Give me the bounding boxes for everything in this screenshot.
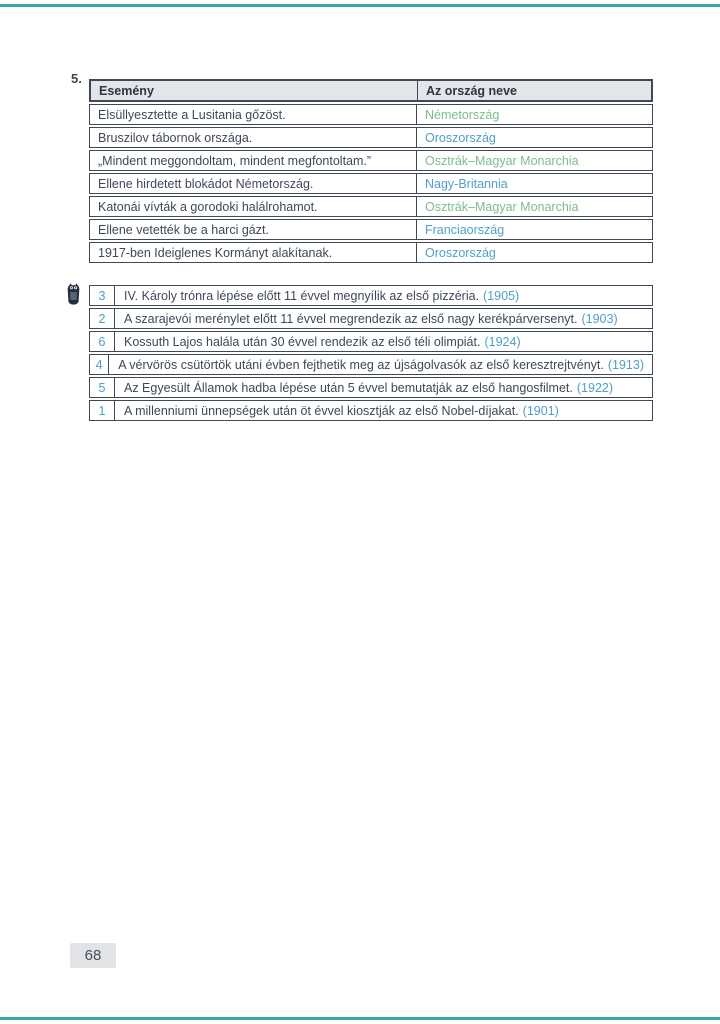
chronology-table (89, 285, 653, 423)
top-accent-rule (0, 4, 720, 7)
event-cell: Bruszilov tábornok országa. (90, 128, 417, 147)
sentence-cell: IV. Károly trónra lépése előtt 11 évvel megnyílik az első pizzéria. (1905) (124, 288, 520, 303)
table-row (89, 196, 653, 217)
events-table-body (89, 104, 653, 263)
column-header-country: Az ország neve (426, 83, 518, 98)
table-row (89, 127, 653, 148)
event-cell: Katonái vívták a gorodoki halálrohamot. (90, 197, 417, 216)
sentence-cell: A szarajevói merénylet előtt 11 évvel megrendezik az első nagy kerékpárversenyt. (1903) (124, 311, 618, 326)
country-answer: Németország (425, 107, 500, 122)
bottom-accent-rule (0, 1017, 720, 1020)
page-number-badge (70, 943, 116, 968)
country-answer: Oroszország (425, 245, 496, 260)
owl-icon (66, 283, 81, 305)
year-answer: (1922) (576, 380, 614, 395)
order-number-cell: 2 (90, 309, 115, 328)
order-number-cell: 1 (90, 401, 115, 420)
year-answer: (1913) (607, 357, 644, 372)
order-number-cell: 4 (90, 355, 109, 374)
country-answer: Nagy-Britannia (425, 176, 508, 191)
order-number-cell: 6 (90, 332, 115, 351)
table-row (89, 173, 653, 194)
sentence-cell: Az Egyesült Államok hadba lépése után 5 évvel bemutatják az első hangosfilmet. (1922) (124, 380, 614, 395)
events-country-table (89, 79, 653, 265)
exercise-number: 5. (71, 71, 82, 86)
table-row (89, 150, 653, 171)
table-row (89, 104, 653, 125)
sentence-cell: Kossuth Lajos halála után 30 évvel rendezik az első téli olimpiát. (1924) (124, 334, 521, 349)
country-answer: Osztrák–Magyar Monarchia (425, 153, 579, 168)
table-row (89, 331, 653, 352)
table-row (89, 242, 653, 263)
event-cell: Ellene vetették be a harci gázt. (90, 220, 417, 239)
event-cell: Ellene hirdetett blokádot Németország. (90, 174, 417, 193)
table-row (89, 219, 653, 240)
year-answer: (1924) (484, 334, 521, 349)
chronology-table-body (89, 285, 653, 421)
table-row (89, 285, 653, 306)
event-cell: Elsüllyesztette a Lusitania gőzöst. (90, 105, 417, 124)
year-answer: (1903) (581, 311, 618, 326)
event-cell: 1917-ben Ideiglenes Kormányt alakítanak. (90, 243, 417, 262)
year-answer: (1901) (522, 403, 559, 418)
order-number-cell: 3 (90, 286, 115, 305)
order-number-cell: 5 (90, 378, 115, 397)
table-header-row (89, 79, 653, 102)
table-row (89, 377, 653, 398)
sentence-cell: A vérvörös csütörtök utáni évben fejthetik meg az újságolvasók az első keresztrejtvényt. (1913) (118, 357, 644, 372)
sentence-cell: A millenniumi ünnepségek után öt évvel kiosztják az első Nobel-díjakat. (1901) (124, 403, 559, 418)
event-cell: „Mindent meggondoltam, mindent megfontoltam.” (90, 151, 417, 170)
page-number: 68 (84, 947, 102, 964)
year-answer: (1905) (483, 288, 520, 303)
country-answer: Osztrák–Magyar Monarchia (425, 199, 579, 214)
table-row (89, 354, 653, 375)
column-header-event: Esemény (91, 81, 418, 100)
country-answer: Oroszország (425, 130, 496, 145)
table-row (89, 308, 653, 329)
table-row (89, 400, 653, 421)
country-answer: Franciaország (425, 222, 505, 237)
